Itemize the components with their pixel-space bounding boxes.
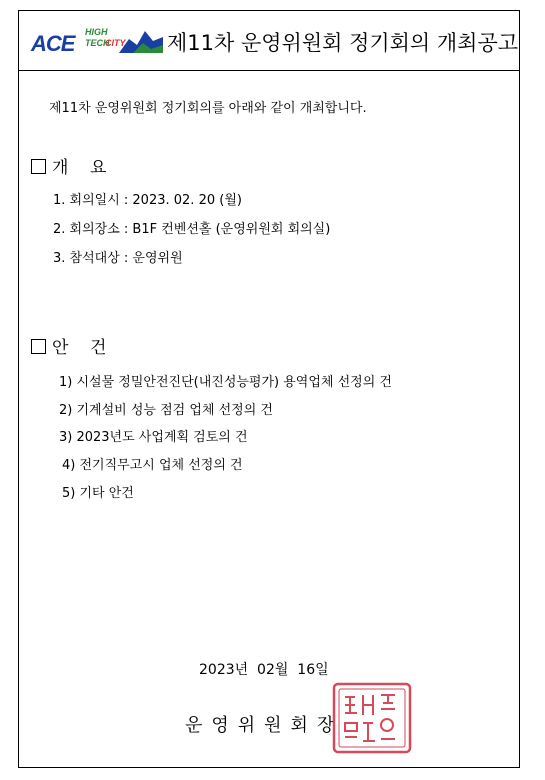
list-item: 3) 2023년도 사업계획 검토의 건 xyxy=(59,430,248,445)
list-item: 1) 시설물 정밀안전진단(내진성능평가) 용역업체 선정의 건 xyxy=(59,375,392,390)
notice-header xyxy=(19,11,519,71)
checkbox-square-icon xyxy=(31,339,46,354)
notice-date: 2023년 02월 16일 xyxy=(199,662,329,678)
section-agenda-heading xyxy=(31,333,106,358)
list-item: 2) 기계설비 성능 점검 업체 선정의 건 xyxy=(59,403,273,418)
section-overview-heading xyxy=(31,153,106,178)
section-heading-label: 안 건 xyxy=(52,338,107,358)
logo-sub-high: HIGH xyxy=(85,27,108,37)
section-heading-label: 개 요 xyxy=(52,158,107,178)
logo-sub-tech: TECH xyxy=(85,38,110,48)
list-item: 1. 회의일시 : 2023. 02. 20 (월) xyxy=(53,193,242,208)
page-title: 제11차 운영위원회 정기회의 개최공고 xyxy=(167,31,519,55)
ace-high-tech-city-logo xyxy=(31,25,163,59)
building-skyline-icon xyxy=(119,25,163,57)
list-item: 2. 회의장소 : B1F 컨벤션홀 (운영위원회 회의실) xyxy=(53,222,331,237)
notice-frame xyxy=(18,10,520,768)
list-item: 3. 참석대상 : 운영위원 xyxy=(53,251,183,266)
logo-sub-city: CITY xyxy=(105,38,126,48)
list-item: 5) 기타 안건 xyxy=(62,486,134,501)
official-seal-stamp xyxy=(331,681,413,755)
list-item: 4) 전기직무고시 업체 선정의 건 xyxy=(62,458,243,473)
intro-text: 제11차 운영위원회 정기회의를 아래와 같이 개최합니다. xyxy=(49,101,367,116)
logo-main: ACE xyxy=(31,31,75,56)
signature-line: 운영위원회장 xyxy=(185,715,344,736)
checkbox-square-icon xyxy=(31,159,46,174)
